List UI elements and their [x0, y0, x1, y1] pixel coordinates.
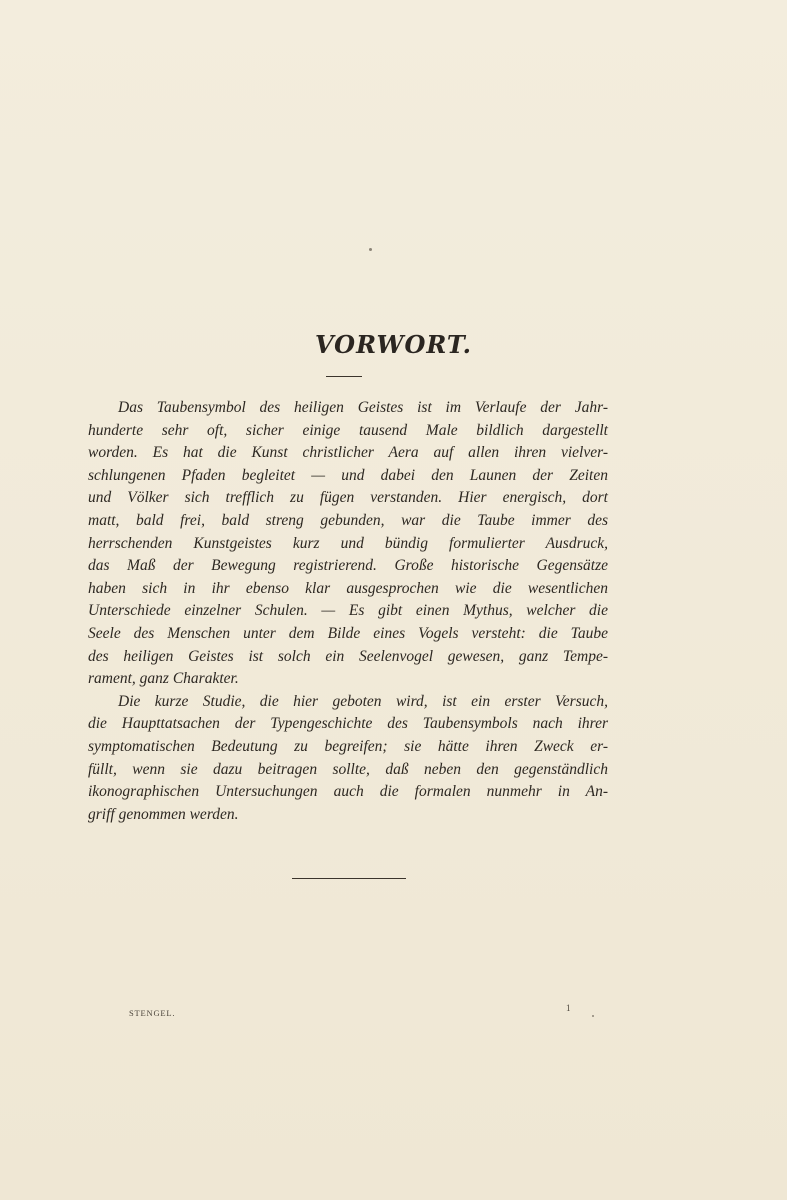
text-line: worden. Es hat die Kunst christlicher Aera auf allen ihren vielver-: [88, 444, 608, 462]
text-line: rament, ganz Charakter.: [88, 670, 239, 688]
paragraph-1: [88, 397, 608, 691]
text-line: griff genommen werden.: [88, 805, 239, 823]
title-rule: [326, 376, 362, 377]
text-line: Das Taubensymbol des heiligen Geistes ist im Verlaufe der Jahr-: [118, 399, 608, 416]
text-line: Unterschiede einzelner Schulen. — Es gibt einen Mythus, welcher die: [88, 602, 608, 620]
paper-speck: [369, 248, 372, 251]
text-line: symptomatischen Bedeutung zu begreifen; sie hätte ihren Zweck er-: [88, 737, 608, 755]
text-line: des heiligen Geistes ist solch ein Seelenvogel gewesen, ganz Tempe-: [88, 647, 608, 665]
text-line: Die kurze Studie, die hier geboten wird, ist ein erster Versuch,: [118, 692, 608, 710]
paragraph-2: [88, 691, 608, 827]
text-line: füllt, wenn sie dazu beitragen sollte, daß neben den gegenständlich: [88, 760, 608, 778]
text-line: haben sich in ihr ebenso klar ausgesprochen wie die wesentlichen: [88, 579, 608, 597]
body-text: [88, 397, 608, 826]
paper-speck: [592, 1015, 594, 1017]
text-line: Seele des Menschen unter dem Bilde eines Vogels versteht: die Taube: [88, 624, 608, 642]
page-title: VORWORT.: [314, 330, 473, 359]
text-line: matt, bald frei, bald streng gebunden, war die Taube immer des: [88, 511, 608, 529]
text-line: hunderte sehr oft, sicher einige tausend Male bildlich dargestellt: [88, 421, 608, 439]
closing-rule: [292, 878, 406, 879]
signature-mark: STENGEL.: [129, 1008, 176, 1018]
text-line: das Maß der Bewegung registrierend. Große historische Gegensätze: [88, 557, 608, 575]
page-number: 1: [566, 1003, 571, 1013]
text-line: schlungenen Pfaden begleitet — und dabei den Launen der Zeiten: [88, 466, 608, 484]
text-line: ikonographischen Untersuchungen auch die formalen nunmehr in An-: [88, 783, 608, 801]
text-line: und Völker sich trefflich zu fügen verstanden. Hier energisch, dort: [88, 489, 608, 507]
text-line: die Haupttatsachen der Typengeschichte des Taubensymbols nach ihrer: [88, 715, 608, 733]
text-line: herrschenden Kunstgeistes kurz und bündig formulierter Ausdruck,: [88, 534, 608, 552]
